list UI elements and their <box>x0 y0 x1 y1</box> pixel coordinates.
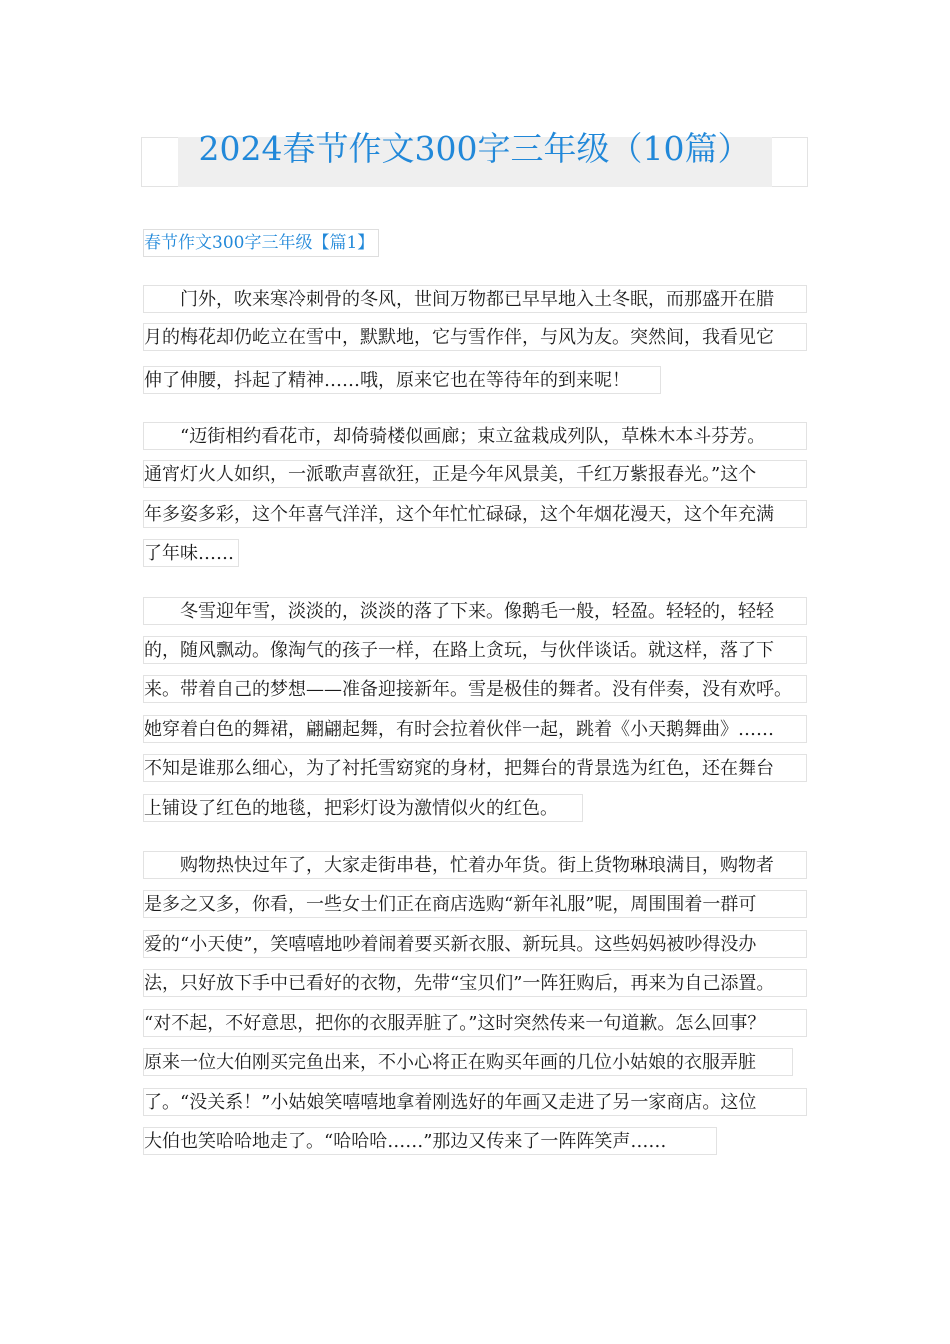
document-title: 2024春节作文300字三年级（10篇） <box>198 129 751 168</box>
paragraph-line: 年多姿多彩，这个年喜气洋洋，这个年忙忙碌碌，这个年烟花漫天，这个年充满 <box>143 500 807 528</box>
paragraph-line: 她穿着白色的舞裙，翩翩起舞，有时会拉着伙伴一起，跳着《小天鹅舞曲》…… <box>143 715 807 743</box>
paragraph-line: 门外，吹来寒冷刺骨的冬风，世间万物都已早早地入土冬眠，而那盛开在腊 <box>143 285 807 313</box>
paragraph-line: 冬雪迎年雪，淡淡的，淡淡的落了下来。像鹅毛一般，轻盈。轻轻的，轻轻 <box>143 597 807 625</box>
paragraph-line: 不知是谁那么细心，为了衬托雪窈窕的身材，把舞台的背景选为红色，还在舞台 <box>143 754 807 782</box>
paragraph-line: 来。带着自己的梦想——准备迎接新年。雪是极佳的舞者。没有伴奏，没有欢呼。 <box>143 675 807 703</box>
paragraph-line: “对不起，不好意思，把你的衣服弄脏了。”这时突然传来一句道歉。怎么回事？ <box>143 1009 807 1037</box>
paragraph-line: 了。“没关系！”小姑娘笑嘻嘻地拿着刚选好的年画又走进了另一家商店。这位 <box>143 1088 807 1116</box>
paragraph-line: 原来一位大伯刚买完鱼出来，不小心将正在购买年画的几位小姑娘的衣服弄脏 <box>143 1048 793 1076</box>
paragraph-line: 购物热快过年了，大家走街串巷，忙着办年货。街上货物琳琅满目，购物者 <box>143 851 807 879</box>
section-heading: 春节作文300字三年级【篇1】 <box>143 229 379 257</box>
paragraph-line: 通宵灯火人如织，一派歌声喜欲狂，正是今年风景美，千红万紫报春光。”这个 <box>143 460 807 488</box>
paragraph-line: 月的梅花却仍屹立在雪中，默默地，它与雪作伴，与风为友。突然间，我看见它 <box>143 323 807 351</box>
paragraph-line: 的，随风飘动。像淘气的孩子一样，在路上贪玩，与伙伴谈话。就这样，落了下 <box>143 636 807 664</box>
paragraph-line: 上铺设了红色的地毯，把彩灯设为激情似火的红色。 <box>143 794 583 822</box>
paragraph-line: 爱的“小天使”，笑嘻嘻地吵着闹着要买新衣服、新玩具。这些妈妈被吵得没办 <box>143 930 807 958</box>
paragraph-line: 了年味…… <box>143 539 239 567</box>
paragraph-line: 法，只好放下手中已看好的衣物，先带“宝贝们”一阵狂购后，再来为自己添置。 <box>143 969 807 997</box>
paragraph-line: 是多之又多，你看，一些女士们正在商店选购“新年礼服”呢，周围围着一群可 <box>143 890 807 918</box>
paragraph-line: “迈街相约看花市，却倚骑楼似画廊；束立盆栽成列队，草株木本斗芬芳。 <box>143 422 807 450</box>
paragraph-line: 大伯也笑哈哈地走了。“哈哈哈……”那边又传来了一阵阵笑声…… <box>143 1127 717 1155</box>
paragraph-line: 伸了伸腰，抖起了精神……哦，原来它也在等待年的到来呢！ <box>143 366 661 394</box>
